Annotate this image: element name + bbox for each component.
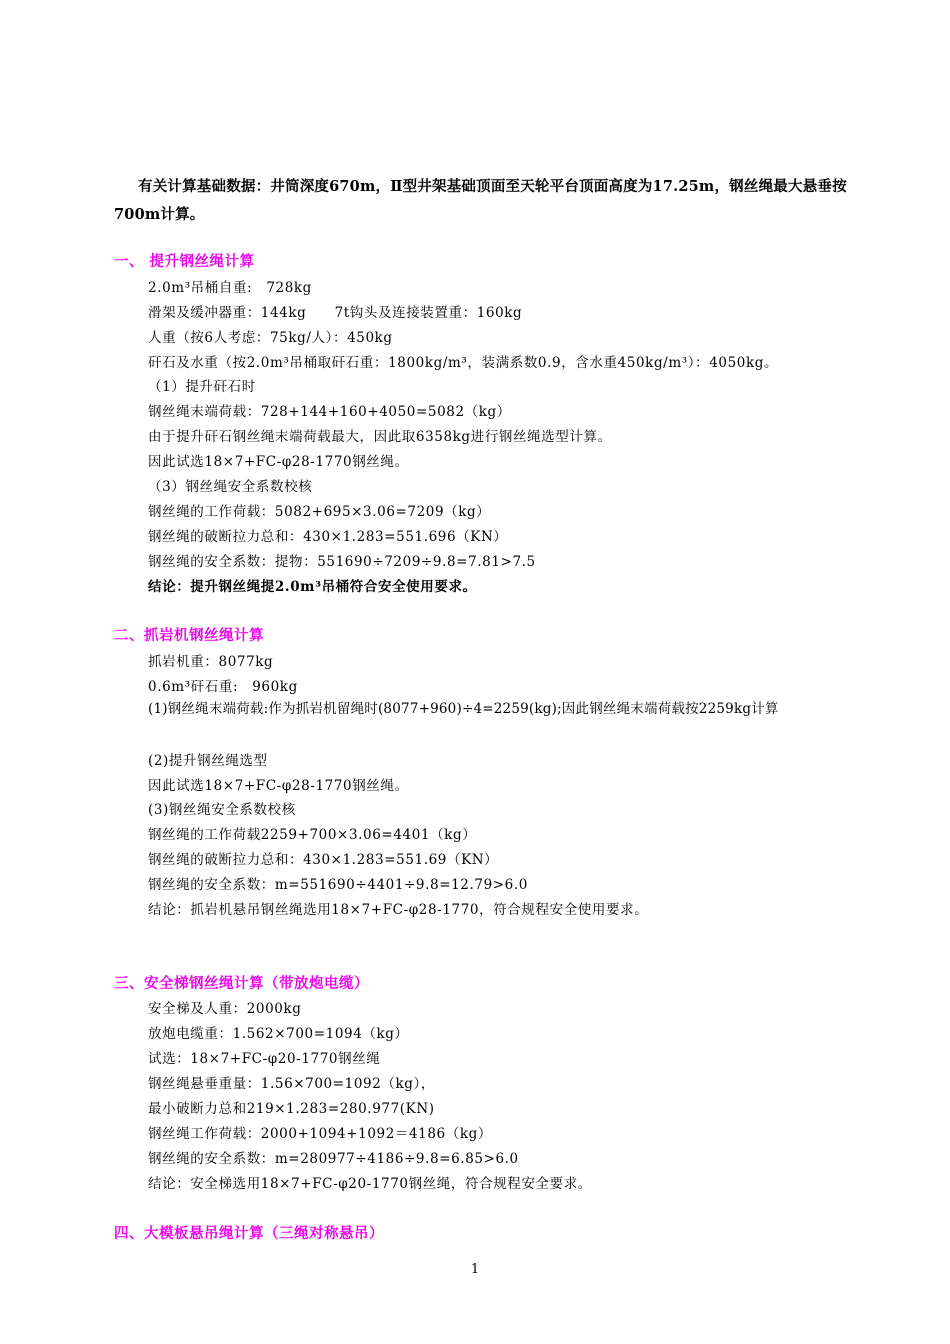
intro-paragraph: 有关计算基础数据：井筒深度670m，Ⅱ型井架基础顶面至天轮平台顶面高度为17.25m，钢丝绳最大悬垂按700m计算。 bbox=[114, 178, 847, 223]
section-1-line: 2.0m³吊桶自重: 728kg bbox=[148, 280, 312, 296]
section-2-line: (2)提升钢丝绳选型 bbox=[148, 753, 268, 769]
section-1-line: 钢丝绳的工作荷载：5082+695×3.06=7209（kg） bbox=[148, 504, 491, 520]
section-3-line: 安全梯及人重：2000kg bbox=[148, 1001, 302, 1017]
section-1-line: 钢丝绳的破断拉力总和：430×1.283=551.696（KN） bbox=[148, 529, 508, 545]
section-heading-2: 二、抓岩机钢丝绳计算 bbox=[114, 627, 264, 644]
section-heading-4: 四、大模板悬吊绳计算（三绳对称悬吊） bbox=[114, 1225, 384, 1242]
section-2-line: (1)钢丝绳末端荷载:作为抓岩机留绳时(8077+960)÷4=2259(kg);因此钢丝绳末端荷载按2259kg计算 bbox=[148, 701, 779, 717]
section-1-line: 人重（按6人考虑：75kg/人）：450kg bbox=[148, 330, 393, 346]
section-2-line: (3)钢丝绳安全系数校核 bbox=[148, 802, 296, 818]
section-3-line: 钢丝绳的安全系数：m=280977÷4186÷9.8=6.85>6.0 bbox=[148, 1151, 519, 1167]
section-1-line: 钢丝绳的安全系数：提物：551690÷7209÷9.8=7.81>7.5 bbox=[148, 554, 536, 570]
section-2-line: 钢丝绳的破断拉力总和：430×1.283=551.69（KN） bbox=[148, 852, 499, 868]
section-2-line: 0.6m³矸石重: 960kg bbox=[148, 679, 298, 695]
page-number: 1 bbox=[470, 1262, 480, 1277]
section-heading-1: 一、 提升钢丝绳计算 bbox=[114, 253, 255, 270]
section-2-line: 因此试选18×7+FC-φ28-1770钢丝绳。 bbox=[148, 778, 409, 794]
section-3-line: 试选：18×7+FC-φ20-1770钢丝绳 bbox=[148, 1051, 381, 1067]
section-1-line: 因此试选18×7+FC-φ28-1770钢丝绳。 bbox=[148, 454, 409, 470]
section-1-line: 矸石及水重（按2.0m³吊桶取矸石重：1800kg/m³，装满系数0.9，含水重450kg/m³）：4050kg。 bbox=[148, 355, 779, 371]
section-1-line: （1）提升矸石时 bbox=[148, 379, 256, 395]
section-1-line: （3）钢丝绳安全系数校核 bbox=[148, 479, 313, 495]
section-1-line: 钢丝绳末端荷载：728+144+160+4050=5082（kg） bbox=[148, 404, 511, 420]
section-3-line: 最小破断力总和219×1.283=280.977(KN) bbox=[148, 1101, 435, 1117]
section-1-conclusion: 结论：提升钢丝绳提2.0m³吊桶符合安全使用要求。 bbox=[148, 579, 477, 595]
section-3-line: 钢丝绳工作荷载：2000+1094+1092＝4186（kg） bbox=[148, 1126, 492, 1142]
section-2-line: 抓岩机重：8077kg bbox=[148, 654, 274, 670]
section-2-line: 钢丝绳的工作荷载2259+700×3.06=4401（kg） bbox=[148, 827, 477, 843]
section-1-line: 滑架及缓冲器重：144kg 7t钩头及连接装置重：160kg bbox=[148, 305, 523, 321]
section-1-line: 由于提升矸石钢丝绳末端荷载最大，因此取6358kg进行钢丝绳选型计算。 bbox=[148, 429, 612, 445]
section-2-conclusion: 结论：抓岩机悬吊钢丝绳选用18×7+FC-φ28-1770，符合规程安全使用要求。 bbox=[148, 902, 649, 918]
section-heading-3: 三、安全梯钢丝绳计算（带放炮电缆） bbox=[114, 975, 369, 992]
section-3-line: 放炮电缆重：1.562×700=1094（kg） bbox=[148, 1026, 409, 1042]
section-2-line: 钢丝绳的安全系数：m=551690÷4401÷9.8=12.79>6.0 bbox=[148, 877, 528, 893]
section-3-line: 钢丝绳悬垂重量：1.56×700=1092（kg）， bbox=[148, 1076, 435, 1092]
section-3-conclusion: 结论：安全梯选用18×7+FC-φ20-1770钢丝绳，符合规程安全要求。 bbox=[148, 1176, 592, 1192]
